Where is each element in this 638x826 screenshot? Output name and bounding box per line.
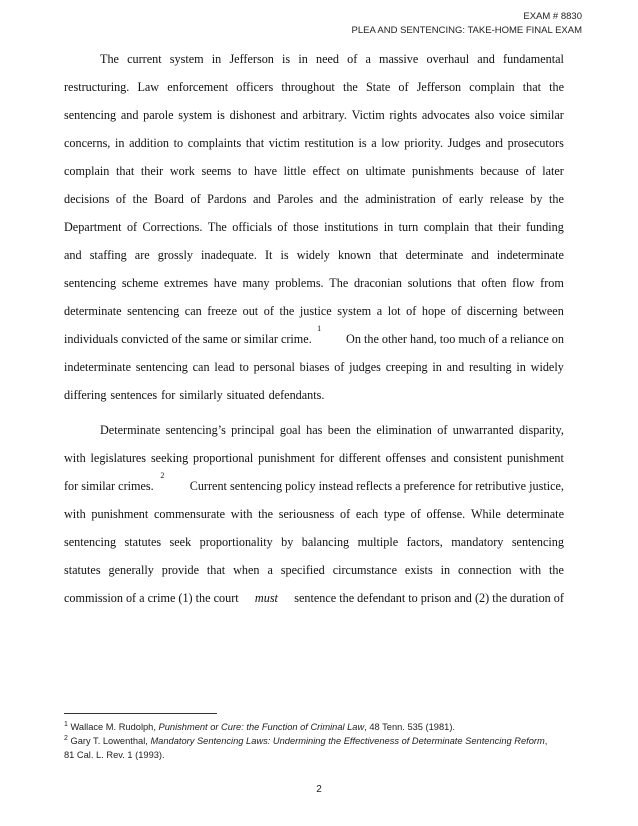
text-line: restructuring. Law enforcement officers throughout the State of Jefferson complain that the	[64, 80, 564, 94]
paragraph-1	[64, 49, 564, 413]
text-line: and staffing are grossly inadequate. It is widely known that determinate and indeterminate	[64, 248, 564, 262]
text-line: sentencing statutes seek proportionality by balancing multiple factors, mandatory sentencing	[64, 535, 564, 549]
document-body	[64, 52, 564, 616]
footnote-number: 2	[64, 734, 68, 742]
footnote-citation: ,	[544, 736, 548, 746]
footnote-divider	[64, 713, 217, 714]
text-line: for similar crimes. 2 Current sentencing policy instead reflects a preference for retributive justice,	[64, 476, 564, 504]
text-line: The current system in Jefferson is in need of a massive overhaul and fundamental	[100, 52, 564, 66]
footnote-title: Mandatory Sentencing Laws: Undermining the Effectiveness of Determinate Sentencing Reform	[150, 736, 545, 746]
text-segment: sentence the defendant to prison and (2) the duration of	[294, 591, 564, 605]
text-line: statutes generally provide that when a specified circumstance exists in connection with the	[64, 563, 564, 577]
text-line: complain that their work seems to have little effect on ultimate punishments because of later	[64, 164, 564, 178]
text-line	[64, 588, 564, 616]
text-segment: commission of a crime (1) the court	[64, 591, 239, 605]
footnote-1	[64, 720, 574, 734]
footnote-citation: , 48 Tenn. 535 (1981).	[364, 722, 456, 732]
text-line: sentencing and parole system is dishonest and arbitrary. Victim rights advocates also voice similar	[64, 108, 564, 122]
exam-number: EXAM # 8830	[523, 11, 582, 22]
text-line: concerns, in addition to complaints that victim restitution is a low priority. Judges and prosecutors	[64, 136, 564, 150]
footnote-author: Wallace M. Rudolph,	[70, 722, 156, 732]
footnote-2	[64, 734, 574, 748]
text-line: determinate sentencing can freeze out of the justice system a lot of hope of discerning between	[64, 304, 564, 318]
footnote-number: 1	[64, 720, 68, 728]
text-line: with punishment commensurate with the seriousness of each type of offense. While determinate	[64, 507, 564, 521]
paragraph-2	[64, 420, 564, 616]
text-line: differing sentences for similarly situated defendants.	[64, 388, 325, 402]
footnotes	[64, 720, 574, 762]
text-line: Determinate sentencing’s principal goal has been the elimination of unwarranted disparity,	[100, 423, 564, 437]
text-segment: individuals convicted of the same or similar crime.	[64, 332, 312, 346]
text-segment: On the other hand, too much of a reliance on	[346, 332, 564, 346]
course-title: PLEA AND SENTENCING: TAKE-HOME FINAL EXAM	[351, 25, 582, 36]
page-header	[351, 10, 582, 38]
text-line: individuals convicted of the same or similar crime. 1 On the other hand, too much of a reliance on	[64, 329, 564, 357]
page-number: 2	[316, 784, 322, 795]
text-line: sentencing scheme extremes have many problems. The draconian solutions that often flow from	[64, 276, 564, 290]
footnote-title: Punishment or Cure: the Function of Criminal Law	[158, 722, 365, 732]
text-line: Department of Corrections. The officials of those institutions in turn complain that their funding	[64, 220, 564, 234]
footnote-2-continued: 81 Cal. L. Rev. 1 (1993).	[64, 750, 165, 760]
text-segment: for similar crimes.	[64, 479, 154, 493]
footnote-author: Gary T. Lowenthal,	[70, 736, 148, 746]
text-line: with legislatures seeking proportional punishment for different offenses and consistent punishment	[64, 451, 564, 465]
text-segment: Current sentencing policy instead reflects a preference for retributive justice,	[189, 479, 564, 493]
text-line: indeterminate sentencing can lead to personal biases of judges creeping in and resulting in widely	[64, 360, 564, 374]
emphasis-must: must	[254, 591, 278, 605]
text-line: decisions of the Board of Pardons and Paroles and the administration of early release by the	[64, 192, 564, 206]
